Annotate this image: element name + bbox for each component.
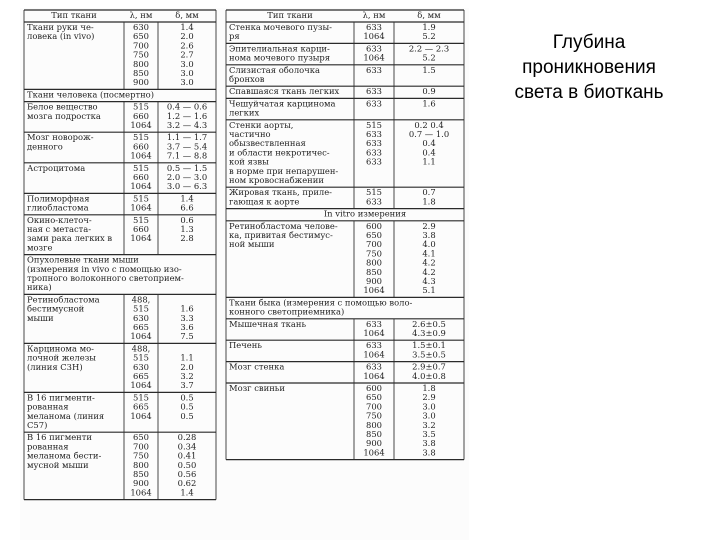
- left-row-label: рованная: [27, 441, 69, 452]
- left-depth-cell: 0.5: [180, 401, 194, 412]
- right-row-label: в норме при непарушен-: [229, 165, 339, 176]
- left-row-label: Астроцитома: [27, 162, 86, 173]
- left-depth-cell: 0.62: [177, 478, 197, 489]
- right-row-label: частично: [229, 129, 271, 139]
- left-depth-cell: 3.6: [180, 322, 194, 332]
- right-row-label: Чешуйчатая карцинома: [229, 98, 336, 109]
- left-depth-cell: 0.6: [180, 214, 194, 225]
- right-wavelength-cell: 1064: [363, 370, 385, 381]
- right-row-label: Ткани быка (измерения с помощью воло-: [229, 297, 413, 308]
- left-depth-cell: 0.41: [177, 450, 197, 461]
- left-row-label: Ткани руки че-: [27, 22, 94, 32]
- right-wavelength-cell: 633: [366, 86, 382, 97]
- left-wavelength-cell: 515: [133, 303, 149, 314]
- right-wavelength-cell: 633: [366, 138, 382, 149]
- left-depth-cell: 3.0: [180, 77, 194, 88]
- right-wavelength-cell: 633: [366, 318, 382, 329]
- left-row-label: (линия C3H): [27, 361, 83, 372]
- left-depth-cell: 2.7: [180, 49, 194, 60]
- left-wavelength-cell: 750: [133, 49, 149, 60]
- left-depth-cell: 3.0: [180, 68, 194, 78]
- caption-line-1: Глубина: [552, 32, 626, 53]
- left-wavelength-cell: 700: [133, 40, 149, 51]
- right-depth-cell: 3.0: [422, 410, 436, 421]
- left-depth-cell: 7.5: [180, 331, 194, 342]
- left-depth-cell: 0.56: [177, 469, 197, 479]
- left-depth-cell: 1.4: [180, 22, 194, 32]
- left-wavelength-cell: 650: [133, 432, 149, 443]
- left-wavelength-cell: 665: [133, 371, 149, 381]
- right-depth-cell: 3.5: [422, 429, 436, 439]
- left-depth-cell: 0.5: [180, 410, 194, 421]
- left-header-tissue: Тип ткани: [51, 10, 97, 20]
- left-row-label: (измерения in vivo с помощью изо-: [27, 263, 182, 274]
- right-depth-cell: 3.2: [422, 419, 436, 430]
- right-depth-cell: 4.0±0.8: [412, 370, 446, 381]
- left-depth-cell: 3.2 — 4.3: [166, 120, 208, 130]
- left-row-label: мусной мыши: [27, 459, 89, 470]
- right-row-label: Мышечная ткань: [229, 318, 307, 329]
- left-row-label: Ткани человека (посмертно): [27, 89, 154, 100]
- left-row-label: Окино-клеточ-: [27, 214, 92, 225]
- left-depth-cell: 1.3: [180, 224, 194, 234]
- right-depth-cell: 1.9: [422, 22, 436, 32]
- right-depth-cell: 1.8: [422, 196, 436, 207]
- left-depth-cell: 1.1 — 1.7: [166, 132, 208, 143]
- right-wavelength-cell: 900: [366, 438, 382, 449]
- left-row-label: зами рака легких в: [27, 233, 113, 244]
- right-wavelength-cell: 515: [366, 187, 382, 198]
- right-row-label: кой язвы: [229, 156, 269, 167]
- left-depth-cell: 2.0 — 3.0: [166, 172, 208, 182]
- left-depth-cell: 3.0: [180, 58, 194, 69]
- left-depth-cell: 3.3: [180, 312, 194, 323]
- left-wavelength-cell: 630: [133, 312, 149, 323]
- left-depth-cell: 7.1 — 8.8: [166, 150, 208, 161]
- right-wavelength-cell: 600: [366, 383, 382, 393]
- right-depth-cell: 5.2: [422, 52, 436, 63]
- right-wavelength-cell: 1064: [363, 31, 385, 42]
- right-row-label: Мозг стенка: [229, 361, 285, 372]
- right-wavelength-cell: 633: [366, 156, 382, 167]
- left-depth-cell: 0.5 — 1.5: [166, 162, 208, 173]
- left-row-label: мыши: [27, 312, 54, 323]
- scanned-table-image: [20, 8, 469, 540]
- right-row-label: Печень: [229, 340, 262, 351]
- left-row-label: Ретинобластома: [27, 294, 100, 305]
- left-depth-cell: 1.1: [180, 352, 194, 363]
- right-row-label: In vitro измерения: [323, 208, 407, 219]
- left-wavelength-cell: 515: [133, 162, 149, 173]
- right-depth-cell: 3.8: [422, 230, 436, 240]
- left-row-label: рованная: [27, 401, 69, 412]
- right-wavelength-cell: 633: [366, 98, 382, 109]
- right-depth-cell: 4.3: [422, 276, 436, 286]
- slide-caption: [478, 30, 700, 105]
- right-row-label: бронхов: [229, 74, 265, 84]
- left-depth-cell: 6.6: [180, 202, 194, 213]
- left-wavelength-cell: 800: [133, 58, 149, 69]
- left-depth-cell: 2.6: [180, 40, 194, 51]
- left-row-label: ная с метаста-: [27, 224, 92, 234]
- right-depth-cell: 3.0: [422, 401, 436, 412]
- right-row-label: Стенки аорты,: [229, 119, 294, 130]
- right-row-label: легких: [229, 107, 260, 118]
- right-depth-cell: 1.1: [422, 156, 436, 167]
- right-wavelength-cell: 633: [366, 340, 382, 351]
- right-row-label: Слизистая оболочка: [229, 64, 320, 75]
- right-row-label: Стенка мочевого пузы-: [229, 22, 332, 32]
- right-depth-cell: 2.9: [422, 392, 436, 403]
- left-row-label: ника): [27, 282, 52, 293]
- right-row-label: нома мочевого пузыря: [229, 52, 331, 63]
- left-depth-cell: 2.0: [180, 31, 194, 42]
- right-wavelength-cell: 633: [366, 22, 382, 32]
- left-row-label: B 16 пигменти-: [27, 392, 95, 403]
- left-depth-cell: 0.34: [177, 441, 197, 452]
- right-depth-cell: 0.9: [422, 86, 436, 97]
- right-depth-cell: 3.8: [422, 447, 436, 458]
- right-row-label: ря: [229, 31, 240, 42]
- right-wavelength-cell: 633: [366, 64, 382, 75]
- right-wavelength-cell: 600: [366, 220, 382, 231]
- right-wavelength-cell: 650: [366, 230, 382, 240]
- left-wavelength-cell: 1064: [130, 202, 152, 213]
- right-wavelength-cell: 800: [366, 257, 382, 268]
- left-wavelength-cell: 515: [133, 352, 149, 363]
- right-row-label: ной мыши: [229, 239, 275, 250]
- left-row-label: Мозг новорож-: [27, 132, 94, 143]
- left-wavelength-cell: 1064: [130, 487, 152, 498]
- right-depth-cell: 5.1: [422, 285, 436, 296]
- right-depth-cell: 2.6±0.5: [412, 318, 446, 329]
- right-wavelength-cell: 633: [366, 129, 382, 139]
- left-wavelength-cell: 1064: [130, 233, 152, 244]
- left-depth-cell: 0.4 — 0.6: [166, 101, 208, 112]
- left-row-label: меланома бести-: [27, 450, 102, 461]
- left-depth-cell: 3.7: [180, 380, 194, 391]
- left-depth-cell: 2.8: [180, 233, 194, 244]
- right-depth-cell: 4.2: [422, 266, 436, 277]
- right-wavelength-cell: 750: [366, 248, 382, 259]
- right-wavelength-cell: 1064: [363, 447, 385, 458]
- right-wavelength-cell: 633: [366, 43, 382, 54]
- left-wavelength-cell: 515: [133, 101, 149, 112]
- left-row-label: Белое вещество: [27, 101, 98, 112]
- left-depth-cell: 0.50: [177, 459, 197, 470]
- left-wavelength-cell: 850: [133, 469, 149, 479]
- left-row-label: лочной железы: [27, 352, 96, 363]
- caption-line-3: света в биоткань: [514, 82, 664, 103]
- right-header-wavelength: λ, нм: [362, 10, 386, 20]
- right-wavelength-cell: 850: [366, 429, 382, 439]
- left-row-label: денного: [27, 141, 63, 152]
- left-row-label: C57): [27, 420, 48, 430]
- left-row-label: ловека (in vivo): [27, 31, 95, 42]
- right-depth-cell: 4.2: [422, 257, 436, 268]
- caption-line-2: проникновения: [522, 57, 656, 78]
- left-wavelength-cell: 515: [133, 214, 149, 225]
- left-wavelength-cell: 650: [133, 31, 149, 42]
- right-wavelength-cell: 515: [366, 119, 382, 130]
- right-wavelength-cell: 700: [366, 401, 382, 412]
- right-row-label: Спавшаяся ткань легких: [229, 86, 340, 97]
- right-depth-cell: 2.2 — 2.3: [408, 43, 450, 54]
- right-row-label: Ретинобластома челове-: [229, 220, 338, 231]
- left-row-label: тропного волоконного светоприем-: [27, 273, 184, 283]
- left-depth-cell: 1.6: [180, 303, 194, 314]
- right-header-depth: δ, мм: [417, 10, 441, 20]
- right-wavelength-cell: 1064: [363, 285, 385, 296]
- right-wavelength-cell: 1064: [363, 52, 385, 63]
- left-wavelength-cell: 1064: [130, 331, 152, 342]
- right-wavelength-cell: 900: [366, 276, 382, 286]
- left-depth-cell: 0.5: [180, 392, 194, 403]
- right-row-label: и области некротичес-: [229, 147, 330, 158]
- right-depth-cell: 3.8: [422, 438, 436, 449]
- left-row-label: глиобластома: [27, 202, 89, 213]
- left-wavelength-cell: 515: [133, 392, 149, 403]
- right-row-label: Жировая ткань, приле-: [229, 187, 333, 198]
- right-depth-cell: 4.1: [422, 248, 436, 259]
- right-depth-cell: 1.8: [422, 383, 436, 393]
- left-wavelength-cell: 750: [133, 450, 149, 461]
- left-row-label: меланома (линия: [27, 410, 105, 421]
- left-depth-cell: 3.0 — 6.3: [166, 181, 208, 192]
- left-row-label: мозга подростка: [27, 110, 101, 121]
- left-wavelength-cell: 1064: [130, 120, 152, 130]
- left-wavelength-cell: 488,: [131, 343, 151, 354]
- right-depth-cell: 2.9: [422, 220, 436, 231]
- left-depth-cell: 3.7 — 5.4: [166, 141, 208, 152]
- right-depth-cell: 0.4: [422, 147, 436, 158]
- left-depth-cell: 1.4: [180, 193, 194, 204]
- right-wavelength-cell: 850: [366, 266, 382, 277]
- left-wavelength-cell: 1064: [130, 150, 152, 161]
- left-row-label: Карцинома мо-: [27, 343, 94, 354]
- left-wavelength-cell: 665: [133, 322, 149, 332]
- left-wavelength-cell: 800: [133, 459, 149, 470]
- left-wavelength-cell: 515: [133, 132, 149, 143]
- left-row-label: Полиморфная: [27, 193, 90, 204]
- right-depth-cell: 5.2: [422, 31, 436, 42]
- right-wavelength-cell: 633: [366, 147, 382, 158]
- left-wavelength-cell: 660: [133, 224, 149, 234]
- left-depth-cell: 0.28: [177, 432, 197, 443]
- right-wavelength-cell: 650: [366, 392, 382, 403]
- left-wavelength-cell: 900: [133, 478, 149, 489]
- right-depth-cell: 0.7: [422, 187, 436, 198]
- right-depth-cell: 4.3±0.9: [412, 328, 446, 338]
- left-wavelength-cell: 665: [133, 401, 149, 412]
- right-depth-cell: 0.2 0.4: [414, 119, 444, 130]
- right-header-tissue: Тип ткани: [267, 10, 313, 20]
- right-depth-cell: 1.5±0.1: [412, 340, 446, 351]
- right-row-label: Эпителиальная карци-: [229, 43, 330, 54]
- right-depth-cell: 1.6: [422, 98, 436, 109]
- left-row-label: B 16 пигменти: [27, 432, 92, 443]
- left-wavelength-cell: 660: [133, 110, 149, 121]
- penetration-depth-table: [20, 8, 469, 540]
- left-depth-cell: 1.2 — 1.6: [166, 110, 208, 121]
- left-row-label: Опухолевые ткани мыши: [27, 254, 139, 265]
- right-row-label: обызвествленная: [229, 138, 306, 149]
- left-wavelength-cell: 488,: [131, 294, 151, 305]
- right-depth-cell: 0.4: [422, 138, 436, 149]
- left-header-wavelength: λ, нм: [129, 10, 153, 20]
- left-wavelength-cell: 1064: [130, 410, 152, 421]
- left-header-depth: δ, мм: [175, 10, 199, 20]
- left-wavelength-cell: 660: [133, 141, 149, 152]
- left-wavelength-cell: 630: [133, 361, 149, 372]
- right-wavelength-cell: 633: [366, 361, 382, 372]
- left-wavelength-cell: 515: [133, 193, 149, 204]
- left-wavelength-cell: 660: [133, 172, 149, 182]
- right-depth-cell: 3.5±0.5: [412, 349, 446, 360]
- left-wavelength-cell: 630: [133, 22, 149, 32]
- right-row-label: ка, привитая бестимус-: [229, 230, 333, 240]
- left-wavelength-cell: 900: [133, 77, 149, 88]
- left-depth-cell: 2.0: [180, 361, 194, 372]
- right-depth-cell: 0.7 — 1.0: [408, 129, 450, 139]
- right-depth-cell: 2.9±0.7: [412, 361, 446, 372]
- right-row-label: Мозг свиньи: [229, 383, 285, 393]
- left-depth-cell: 1.4: [180, 487, 194, 498]
- right-wavelength-cell: 800: [366, 419, 382, 430]
- left-row-label: мозге: [27, 242, 53, 253]
- right-wavelength-cell: 700: [366, 239, 382, 250]
- left-wavelength-cell: 850: [133, 68, 149, 78]
- right-row-label: ном кровоснабжении: [229, 175, 324, 185]
- left-wavelength-cell: 1064: [130, 380, 152, 391]
- right-wavelength-cell: 750: [366, 410, 382, 421]
- right-wavelength-cell: 1064: [363, 328, 385, 338]
- right-wavelength-cell: 633: [366, 196, 382, 207]
- right-row-label: конного светоприемника): [229, 306, 345, 317]
- left-depth-cell: 3.2: [180, 371, 194, 381]
- left-wavelength-cell: 1064: [130, 181, 152, 192]
- right-depth-cell: 4.0: [422, 239, 436, 250]
- right-wavelength-cell: 1064: [363, 349, 385, 360]
- left-wavelength-cell: 700: [133, 441, 149, 452]
- right-depth-cell: 1.5: [422, 64, 436, 75]
- left-row-label: бестимусной: [27, 303, 85, 314]
- right-row-label: гающая к аорте: [229, 196, 300, 207]
